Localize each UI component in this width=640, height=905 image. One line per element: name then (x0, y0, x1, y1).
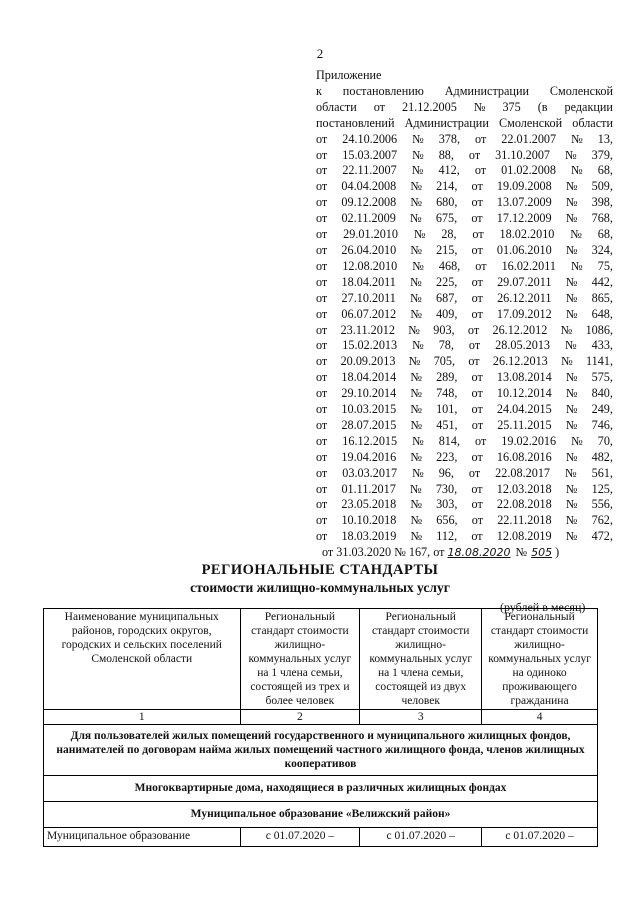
appendix-word: от (316, 242, 328, 257)
appendix-word: 18.04.2011 (341, 274, 396, 289)
appendix-line (316, 386, 613, 402)
appendix-word: 509, (591, 179, 613, 194)
section-heading: Многоквартирные дома, находящиеся в различных жилищных фондах (44, 776, 598, 802)
header-cell: Региональный стандарт стоимости жилищно-коммунальных услуг на одиноко проживающего гражданина (482, 609, 598, 710)
appendix-word: от (475, 131, 487, 146)
appendix-word: № (411, 163, 424, 178)
appendix-word: 303, (436, 497, 458, 512)
appendix-word: 656, (436, 513, 458, 528)
appendix-word: 26.12.2012 (492, 322, 548, 337)
appendix-word: 09.12.2008 (341, 195, 397, 210)
handwritten-number: 505 (531, 546, 553, 560)
appendix-word: № (565, 290, 578, 305)
table-cell: с 01.07.2020 – (482, 828, 598, 847)
appendix-word: 26.12.2013 (492, 354, 548, 369)
appendix-word: 12.08.2019 (496, 529, 552, 544)
appendix-word: от (471, 497, 483, 512)
appendix-word: № (408, 354, 421, 369)
appendix-word: 18.04.2014 (341, 370, 397, 385)
appendix-word: 10.12.2014 (496, 386, 552, 401)
appendix-word: № (570, 227, 582, 242)
appendix-line (316, 148, 613, 164)
appendix-word: от (468, 147, 481, 162)
appendix-word: от (316, 513, 328, 528)
appendix-word: № (571, 131, 583, 146)
appendix-word: 1141, (586, 354, 613, 369)
table-cell: Муниципальное образование (44, 828, 241, 847)
appendix-word: 730, (435, 481, 458, 496)
appendix-word: 29.10.2014 (341, 386, 397, 401)
appendix-word: 27.10.2011 (341, 290, 396, 305)
appendix-word: № (410, 402, 422, 417)
appendix-word: 748, (436, 386, 458, 401)
appendix-word: 24.10.2006 (342, 131, 398, 146)
appendix-line (316, 529, 613, 545)
appendix-word: от (316, 386, 328, 401)
appendix-word: 78, (438, 338, 454, 353)
appendix-word: 746, (591, 417, 613, 432)
appendix-word: 06.07.2012 (341, 306, 397, 321)
appendix-word: № (565, 513, 578, 528)
appendix-word: 556, (591, 497, 613, 512)
appendix-word: № (565, 402, 578, 417)
appendix-word: № (410, 195, 422, 210)
appendix-word: от (316, 258, 328, 273)
appendix-word: от (471, 449, 483, 464)
appendix-word: 687, (436, 290, 458, 305)
appendix-word: от (471, 242, 483, 257)
appendix-word: 96, (438, 465, 454, 480)
appendix-word: от (316, 227, 328, 242)
appendix-word: 02.11.2009 (341, 211, 396, 226)
appendix-word: 22.08.2018 (496, 497, 552, 512)
appendix-word: от (316, 497, 328, 512)
appendix-line (316, 497, 613, 513)
units-label: (рублей в месяц) (500, 600, 586, 614)
appendix-word: № (565, 386, 578, 401)
column-number: 1 (44, 710, 241, 725)
appendix-last-line (316, 545, 613, 561)
appendix-word: от (471, 179, 483, 194)
appendix-line (316, 354, 613, 370)
appendix-word: Администрации (404, 115, 489, 130)
appendix-word: № (571, 258, 583, 273)
table-cell: с 01.07.2020 – (240, 828, 360, 847)
document-title: РЕГИОНАЛЬНЫЕ СТАНДАРТЫ (201, 562, 439, 578)
appendix-word: № (408, 322, 420, 337)
appendix-word: 22.11.2018 (497, 513, 552, 528)
appendix-word: от (316, 449, 328, 464)
appendix-word: № (565, 306, 578, 321)
appendix-word: № (571, 163, 583, 178)
appendix-line (316, 195, 613, 211)
appendix-word: Смоленской (549, 83, 613, 98)
appendix-word: 1086, (585, 322, 613, 337)
appendix-word: № (412, 147, 424, 162)
appendix-word: № (565, 417, 578, 432)
appendix-word: от (467, 322, 480, 337)
appendix-word: № (565, 338, 577, 353)
section-heading: Муниципальное образование «Велижский район» (44, 802, 598, 828)
appendix-word: № (560, 322, 573, 337)
appendix-word: № (565, 179, 578, 194)
appendix-word: № (410, 417, 423, 432)
appendix-word: от (471, 481, 483, 496)
appendix-word: № (565, 465, 577, 480)
appendix-word: № (565, 195, 578, 210)
appendix-word: 451, (436, 417, 458, 432)
appendix-word: № (410, 449, 422, 464)
appendix-word: от (471, 306, 483, 321)
appendix-line (316, 482, 613, 498)
appendix-line (316, 275, 613, 291)
table-header-row (44, 609, 598, 710)
appendix-word: № (565, 242, 578, 257)
appendix-word: 409, (436, 306, 458, 321)
appendix-word: Приложение (316, 68, 382, 82)
appendix-word: от (316, 179, 328, 194)
appendix-word: 70, (597, 433, 613, 448)
appendix-word: 68, (597, 163, 613, 178)
appendix-word: 26.12.2011 (497, 290, 552, 305)
appendix-word: Администрации (444, 83, 529, 98)
appendix-word: от (316, 163, 328, 178)
appendix-word: 768, (591, 211, 613, 226)
appendix-word: 31.10.2007 (495, 147, 551, 162)
appendix-word: 29.01.2010 (343, 227, 398, 242)
appendix-word: 468, (438, 258, 461, 273)
appendix-word: 03.03.2017 (342, 465, 398, 480)
column-number: 4 (482, 710, 598, 725)
appendix-word: от (471, 290, 483, 305)
appendix-word: № (565, 449, 578, 464)
appendix-word: от (468, 338, 481, 353)
appendix-word: 01.11.2017 (341, 481, 396, 496)
appendix-word: 378, (438, 131, 461, 146)
appendix-word: от (468, 354, 480, 369)
appendix-word: от (316, 147, 328, 162)
appendix-word: № (410, 370, 422, 385)
appendix-word: 28.05.2013 (495, 338, 551, 353)
appendix-word: 22.11.2007 (342, 163, 397, 178)
appendix-word: от (316, 354, 328, 369)
appendix-word: от (472, 227, 484, 242)
appendix-word: 23.11.2012 (340, 322, 395, 337)
header-cell: Региональный стандарт стоимости жилищно-коммунальных услуг на 1 члена семьи, состоящей из двух человек (360, 609, 482, 710)
appendix-word: 762, (591, 513, 613, 528)
appendix-line (316, 418, 613, 434)
appendix-word: от (316, 338, 328, 353)
appendix-word: 412, (438, 163, 460, 178)
appendix-word: № (412, 258, 424, 273)
appendix-block (316, 68, 613, 561)
appendix-word: 125, (591, 481, 613, 496)
appendix-line (316, 179, 613, 195)
appendix-word: 29.07.2011 (497, 274, 552, 289)
appendix-word: 249, (591, 402, 613, 417)
appendix-word: от (471, 386, 483, 401)
appendix-word: 18.02.2010 (499, 227, 555, 242)
appendix-word: 814, (438, 433, 461, 448)
appendix-word: 23.05.2018 (341, 497, 397, 512)
appendix-word: № (410, 290, 422, 305)
appendix-word: от (316, 433, 328, 448)
header-cell: Региональный стандарт стоимости жилищно-коммунальных услуг на 1 члена семьи, состоящей из трех и более человек (240, 609, 360, 710)
appendix-word: от (316, 465, 328, 480)
appendix-word: 04.04.2008 (341, 179, 397, 194)
appendix-word: 903, (433, 322, 455, 337)
appendix-word: 16.12.2015 (342, 433, 398, 448)
appendix-word: 648, (591, 306, 613, 321)
appendix-word: 840, (591, 386, 613, 401)
appendix-word: 13.07.2009 (496, 195, 552, 210)
appendix-word: № (412, 131, 424, 146)
appendix-word: 433, (591, 338, 613, 353)
appendix-word: 680, (436, 195, 458, 210)
appendix-line (316, 402, 613, 418)
appendix-word: № (410, 274, 422, 289)
appendix-word: 17.12.2009 (496, 211, 552, 226)
appendix-word: области (572, 115, 613, 130)
appendix-word: от (474, 163, 487, 178)
appendix-word: № (410, 497, 422, 512)
appendix-word: 10.03.2015 (341, 402, 397, 417)
appendix-word: 25.11.2015 (497, 417, 552, 432)
appendix-word: 21.12.2005 (401, 99, 457, 114)
appendix-word: от (471, 274, 483, 289)
handwritten-date: 18.08.2020 (447, 546, 511, 560)
appendix-word: 19.04.2016 (341, 449, 397, 464)
appendix-word: 12.03.2018 (496, 481, 552, 496)
appendix-word: от (475, 433, 487, 448)
appendix-word: от (468, 465, 481, 480)
appendix-word: Смоленской (498, 115, 563, 130)
appendix-word: от (316, 402, 328, 417)
section-row (44, 776, 598, 802)
appendix-word: от (373, 99, 385, 114)
appendix-word: № (410, 481, 422, 496)
appendix-line (316, 227, 613, 243)
appendix-text: от 31.03.2020 № 167, от (322, 545, 445, 560)
appendix-word: № (410, 306, 422, 321)
appendix-word: от (471, 417, 484, 432)
appendix-line (316, 513, 613, 529)
appendix-word: 13, (597, 131, 613, 146)
appendix-word: № (410, 242, 422, 257)
table-cell: с 01.07.2020 – (360, 828, 482, 847)
appendix-word: № (565, 529, 578, 544)
appendix-text: ) (555, 545, 560, 560)
appendix-word: № (565, 274, 578, 289)
appendix-word: 88, (438, 147, 454, 162)
appendix-word: от (316, 417, 328, 432)
appendix-line (316, 323, 613, 339)
appendix-word: 19.02.2016 (501, 433, 557, 448)
appendix-word: от (316, 529, 328, 544)
header-cell: Наименование муниципальных районов, городских округов, городских и сельских поселений Смоленской области (44, 609, 241, 710)
appendix-word: № (561, 354, 573, 369)
column-number: 3 (360, 710, 482, 725)
appendix-line (316, 466, 613, 482)
appendix-word: 324, (591, 242, 613, 257)
appendix-word: 13.08.2014 (496, 370, 552, 385)
appendix-word: № (410, 386, 422, 401)
appendix-word: № (410, 513, 423, 528)
appendix-word: 865, (591, 290, 613, 305)
appendix-word: области (316, 99, 357, 114)
appendix-word: 18.03.2019 (341, 529, 397, 544)
appendix-word: 223, (436, 449, 458, 464)
appendix-word: постановлений (316, 115, 395, 130)
section-row (44, 725, 598, 776)
appendix-word: от (471, 211, 483, 226)
appendix-word: от (316, 274, 328, 289)
appendix-line (316, 338, 613, 354)
appendix-word: № (571, 433, 583, 448)
appendix-word: 214, (436, 179, 458, 194)
appendix-word: 22.08.2017 (495, 465, 551, 480)
appendix-word: 561, (591, 465, 613, 480)
appendix-word: 17.09.2012 (496, 306, 552, 321)
appendix-text: № (515, 545, 528, 560)
appendix-word: 12.08.2010 (342, 258, 398, 273)
appendix-line (316, 434, 613, 450)
appendix-line (316, 84, 613, 100)
appendix-word: 379, (591, 147, 613, 162)
appendix-word: 10.10.2018 (341, 513, 397, 528)
appendix-word: № (565, 211, 578, 226)
appendix-word: от (316, 211, 328, 226)
appendix-word: № (410, 211, 422, 226)
section-heading: Для пользователей жилых помещений государственного и муниципального жилищных фондов, нанимателей по договорам найма жилых помещений частного жилищного фонда, членов жилищных кооперативов (44, 725, 598, 776)
appendix-word: № (410, 529, 423, 544)
appendix-word: 01.02.2008 (501, 163, 556, 178)
appendix-line (316, 370, 613, 386)
appendix-line (316, 307, 613, 323)
appendix-word: 15.03.2007 (342, 147, 398, 162)
appendix-word: (в (537, 99, 548, 114)
appendix-word: 398, (591, 195, 613, 210)
appendix-word: 705, (433, 354, 456, 369)
appendix-word: 22.01.2007 (501, 131, 557, 146)
appendix-word: от (316, 306, 328, 321)
appendix-line (316, 116, 613, 132)
document-subtitle: стоимости жилищно-коммунальных услуг (190, 580, 450, 595)
appendix-line (316, 163, 613, 179)
appendix-word: 16.08.2016 (496, 449, 552, 464)
appendix-word: 26.04.2010 (341, 242, 397, 257)
table-row (44, 828, 598, 847)
appendix-word: 68, (597, 227, 613, 242)
appendix-word: № (412, 338, 424, 353)
appendix-word: № (412, 433, 424, 448)
appendix-word: 575, (591, 370, 613, 385)
appendix-word: № (565, 147, 577, 162)
appendix-word: № (565, 481, 578, 496)
appendix-word: 01.06.2010 (496, 242, 552, 257)
appendix-word: № (410, 179, 422, 194)
appendix-word: 215, (436, 242, 458, 257)
appendix-word: 15.02.2013 (342, 338, 398, 353)
appendix-word: 482, (591, 449, 613, 464)
appendix-line (316, 259, 613, 275)
standards-table (43, 608, 598, 847)
appendix-word: от (475, 258, 487, 273)
appendix-word: № (565, 370, 578, 385)
appendix-word: от (471, 513, 484, 528)
appendix-word: 225, (436, 274, 458, 289)
appendix-line (316, 291, 613, 307)
appendix-word: от (316, 195, 328, 210)
appendix-word: 442, (591, 274, 613, 289)
appendix-word: 472, (591, 529, 613, 544)
appendix-word: постановлению (342, 83, 424, 98)
appendix-word: редакции (564, 99, 613, 114)
appendix-word: к (316, 83, 322, 98)
appendix-word: от (471, 529, 483, 544)
appendix-word: от (316, 370, 328, 385)
appendix-line (316, 68, 613, 84)
appendix-word: 675, (435, 211, 458, 226)
appendix-word: от (471, 195, 483, 210)
page-number: 2 (316, 46, 324, 61)
appendix-line (316, 132, 613, 148)
column-number-row (44, 710, 598, 725)
appendix-word: № (473, 99, 486, 114)
appendix-word: 20.09.2013 (340, 354, 396, 369)
appendix-word: 28.07.2015 (341, 417, 397, 432)
appendix-word: 28, (441, 227, 457, 242)
appendix-word: № (412, 465, 424, 480)
section-row (44, 802, 598, 828)
appendix-word: от (316, 481, 328, 496)
appendix-word: от (471, 370, 483, 385)
appendix-word: 24.04.2015 (496, 402, 552, 417)
appendix-word: от (316, 131, 328, 146)
appendix-word: от (471, 402, 483, 417)
appendix-line (316, 211, 613, 227)
appendix-word: 16.02.2011 (501, 258, 556, 273)
appendix-word: 75, (597, 258, 613, 273)
appendix-line (316, 450, 613, 466)
appendix-line (316, 243, 613, 259)
appendix-word: № (413, 227, 426, 242)
appendix-word: № (565, 497, 578, 512)
appendix-line (316, 100, 613, 116)
appendix-word: 112, (436, 529, 458, 544)
column-number: 2 (240, 710, 360, 725)
appendix-word: 375 (502, 99, 521, 114)
appendix-word: 289, (436, 370, 458, 385)
appendix-word: 19.09.2008 (496, 179, 552, 194)
appendix-word: от (316, 322, 328, 337)
appendix-word: от (316, 290, 328, 305)
appendix-word: 101, (436, 402, 458, 417)
